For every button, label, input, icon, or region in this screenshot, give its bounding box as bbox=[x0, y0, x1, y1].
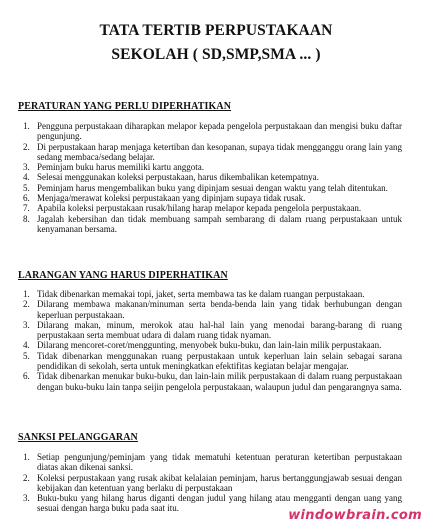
peraturan-list bbox=[0, 121, 432, 234]
list-item: 4. Dilarang mencoret-coret/menggunting, menyobek buku-buku, dan lain-lain milik perpustakaan. bbox=[23, 340, 382, 351]
watermark: windowbrain.com bbox=[288, 508, 422, 523]
section-heading-peraturan: PERATURAN YANG PERLU DIPERHATIKAN bbox=[18, 101, 232, 112]
item-number: 5. bbox=[23, 182, 30, 193]
list-item: 8. Jagalah kebersihan dan tidak membuang sampah sembarang di dalam ruang perpustakaan untuk kenyamanan bersama. bbox=[23, 213, 402, 234]
item-number: 3. bbox=[23, 319, 30, 330]
item-number: 7. bbox=[23, 203, 30, 214]
item-number: 3. bbox=[23, 162, 30, 173]
item-number: 6. bbox=[23, 193, 30, 204]
item-number: 1. bbox=[23, 121, 30, 131]
document-title: TATA TERTIB PERPUSTAKAAN bbox=[99, 22, 333, 39]
item-number: 3. bbox=[23, 493, 30, 504]
list-item: 1. Pengguna perpustakaan diharapkan melapor kepada pengelola perpustakaan dan mengisi buku daftar pengunjung. bbox=[23, 121, 402, 142]
list-item: 2. Koleksi perpustakaan yang rusak akibat kelalaian peminjam, harus bertanggungjawab sesuai dengan kebijakan dan ketentuan yang berlaku di perpustakaan bbox=[23, 472, 402, 493]
sanksi-list bbox=[0, 452, 432, 514]
document-subtitle: SEKOLAH ( SD,SMP,SMA ... ) bbox=[111, 46, 321, 63]
item-number: 5. bbox=[23, 350, 30, 361]
section-heading-sanksi: SANKSI PELANGGARAN bbox=[18, 432, 138, 443]
list-item: 3. Buku-buku yang hilang harus diganti dengan judul yang hilang atau mengganti dengan uang yang sesuai dengan harga buku pada saat itu. bbox=[23, 493, 402, 514]
section-heading-larangan: LARANGAN YANG HARUS DIPERHATIKAN bbox=[18, 270, 228, 281]
list-item: 7. Apabila koleksi perpustakaan rusak/hilang harap melapor kepada pengelola perpustakaan. bbox=[23, 203, 362, 214]
list-item: 4. Selesai menggunakan koleksi perpustakaan, harus dikembalikan ketempatnya. bbox=[23, 172, 319, 183]
item-number: 2. bbox=[23, 141, 30, 152]
item-number: 2. bbox=[23, 299, 30, 310]
item-number: 6. bbox=[23, 371, 30, 382]
list-item: 6. Menjaga/merawat koleksi perpustakaan yang dipinjam supaya tidak rusak. bbox=[23, 193, 306, 204]
item-number: 2. bbox=[23, 472, 30, 483]
item-number: 4. bbox=[23, 172, 30, 183]
item-number: 1. bbox=[23, 452, 30, 462]
larangan-list bbox=[0, 289, 432, 392]
list-item: 1. Setiap pengunjung/peminjam yang tidak mematuhi ketentuan peraturan ketertiban perpustakaan diatas akan dikenai sanksi. bbox=[23, 452, 402, 473]
list-item: 3. Dilarang makan, minum, merokok atau hal-hal lain yang menodai barang-barang di ruang perpustakaan serta membuat udara di dalam ruang tidak nyaman. bbox=[23, 319, 402, 341]
list-item: 5. Tidak dibenarkan menggunakan ruang perpustakaan untuk keperluan lain selain sebagai sarana pendidikan di sekolah, serta untuk meningkatkan efektifitas kegiatan belajar mengajar. bbox=[23, 350, 402, 372]
list-item: 1. Tidak dibenarkan memakai topi, jaket, serta membawa tas ke dalam ruangan perpustakaan. bbox=[23, 289, 365, 299]
item-number: 8. bbox=[23, 213, 30, 224]
item-number: 1. bbox=[23, 289, 30, 299]
list-item: 3. Peminjam buku harus memiliki kartu anggota. bbox=[23, 162, 204, 173]
list-item: 2. Dilarang membawa makanan/minuman serta benda-benda lain yang tidak berhubungan dengan keperluan perpustakaan. bbox=[23, 299, 402, 320]
list-item: 2. Di perpustakaan harap menjaga ketertiban dan kesopanan, supaya tidak mengganggu orang lain yang sedang membaca/sedang belajar. bbox=[23, 141, 402, 162]
list-item: 6. Tidak dibenarkan menukar buku-buku, dan lain-lain milik perpustakaan di dalam ruang perpustakaan dengan buku-buku lain tanpa seijin pengelola perpustakaan, walaupun judul dan pengarangnya sama. bbox=[23, 371, 402, 392]
list-item: 5. Peminjam harus mengembalikan buku yang dipinjam sesuai dengan waktu yang telah ditentukan. bbox=[23, 182, 388, 193]
item-number: 4. bbox=[23, 340, 30, 351]
